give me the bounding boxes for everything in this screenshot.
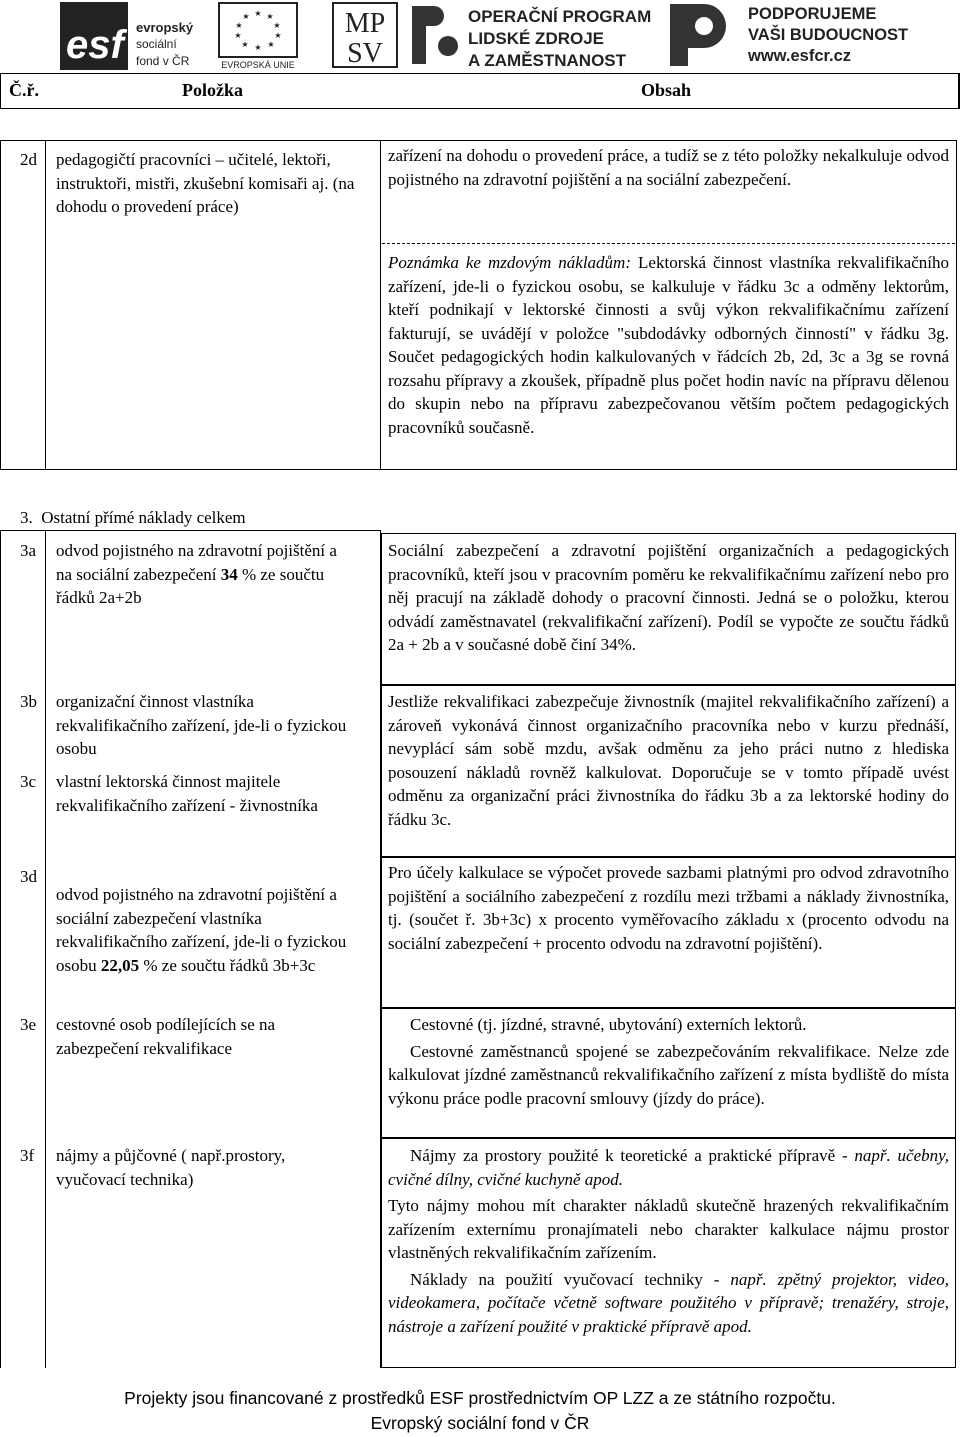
svg-text:★: ★ bbox=[267, 40, 275, 49]
divider bbox=[0, 530, 380, 531]
row-3a-code: 3a bbox=[20, 541, 37, 560]
logo-bar bbox=[0, 0, 960, 75]
divider bbox=[45, 140, 46, 470]
section-3-heading bbox=[20, 506, 246, 530]
row-2d-note bbox=[388, 251, 949, 439]
svg-text:★: ★ bbox=[274, 31, 282, 40]
row-3b-text: Jestliže rekvalifikaci zabezpečuje živnostník (majitel rekvalifikačního zařízení) a zároveň vykonává činnost organizačního pracovníka nebo v kurzu přednáší, nevyplácí sám sobě mzdu, avšak odměnu za jeho práci nutno z hlediska posouzení nákladů rovněž kalkulovat. Doporučuje se v tomto případě uvést odměnu za organizační práci živnostníka do řádku 3b a za lektorské hodiny do řádku 3c. bbox=[388, 692, 949, 829]
section-title: Ostatní přímé náklady celkem bbox=[41, 508, 246, 527]
svg-text:esf: esf bbox=[66, 23, 124, 67]
svg-text:fond v ČR: fond v ČR bbox=[136, 54, 190, 68]
divider bbox=[0, 530, 1, 1368]
row-3f-paragraph-2: Tyto nájmy mohou mít charakter nákladů skutečně hrazených rekvalifikačním zařízením externímu pronajímateli nebo charakter kalkulace nájmu prostor vlastněných rekvalifikačním zařízením. bbox=[388, 1196, 949, 1262]
row-3d-item bbox=[56, 883, 356, 977]
footer-line-1: Projekty jsou financované z prostředků ESF prostřednictvím OP LZZ a ze státního rozpočtu. bbox=[124, 1388, 836, 1408]
paragraph-examples: např. učebny, cvičné dílny, cvičné kuchyně apod. bbox=[388, 1146, 949, 1189]
svg-text:★: ★ bbox=[254, 43, 262, 52]
future-line-2: VAŠI BUDOUCNOST bbox=[748, 26, 909, 44]
divider bbox=[45, 530, 46, 1368]
row-3a-item bbox=[56, 539, 356, 610]
future-line-3: www.esfcr.cz bbox=[748, 47, 852, 65]
row-3e-code: 3e bbox=[20, 1015, 37, 1034]
svg-text:★: ★ bbox=[254, 9, 262, 18]
row-3c-code: 3c bbox=[20, 772, 37, 791]
row-3e-item: cestovné osob podílejících se na zabezpečení rekvalifikace bbox=[56, 1015, 276, 1058]
svg-text:SV: SV bbox=[347, 38, 383, 68]
row-3f-code: 3f bbox=[20, 1146, 35, 1165]
row-2d-item: pedagogičtí pracovníci – učitelé, lektoři, instruktoři, mistři, zkušební komisaři aj. (na dohodu o provedení práce) bbox=[56, 150, 355, 216]
op-line-2: LIDSKÉ ZDROJE bbox=[468, 29, 605, 48]
note-separator bbox=[382, 243, 955, 244]
op-line-1: OPERAČNÍ PROGRAM bbox=[468, 7, 652, 26]
item-text-end: % ze součtu řádků 3b+3c bbox=[139, 955, 316, 975]
mpsv-logo bbox=[332, 2, 398, 68]
svg-text:★: ★ bbox=[273, 21, 281, 30]
row-3f-paragraph-1 bbox=[388, 1144, 949, 1191]
item-text-end: % ze součtu řádků 2a+2b bbox=[56, 564, 325, 607]
header-item: Položka bbox=[182, 80, 243, 100]
row-2d-code: 2d bbox=[20, 150, 37, 169]
section-number: 3. bbox=[20, 508, 33, 527]
page-footer bbox=[0, 1386, 960, 1436]
row-3b-code: 3b bbox=[20, 692, 37, 711]
future-p-icon bbox=[664, 2, 740, 68]
svg-text:★: ★ bbox=[241, 40, 249, 49]
svg-text:evropský: evropský bbox=[136, 20, 194, 35]
row-3c-item: vlastní lektorská činnost majitele rekvalifikačního zařízení - živnostníka bbox=[56, 772, 318, 815]
row-3e-paragraph-1: Cestovné (tj. jízdné, stravné, ubytování) externích lektorů. bbox=[410, 1015, 807, 1034]
svg-text:★: ★ bbox=[234, 31, 242, 40]
future-line-1: PODPORUJEME bbox=[748, 5, 877, 23]
svg-text:★: ★ bbox=[266, 12, 274, 21]
item-text: odvod pojistného na zdravotní pojištění a sociální zabezpečení vlastníka rekvalifikačního zařízení, jde-li o fyzickou osobu bbox=[56, 885, 347, 975]
footer-line-2: Evropský sociální fond v ČR bbox=[370, 1413, 590, 1433]
svg-text:EVROPSKÁ UNIE: EVROPSKÁ UNIE bbox=[221, 60, 295, 70]
svg-text:sociální: sociální bbox=[136, 37, 177, 51]
svg-text:★: ★ bbox=[242, 12, 250, 21]
row-3d-text: Pro účely kalkulace se výpočet provede sazbami platnými pro odvod zdravotního pojištění a sociálního zabezpečení z rozdílu mezi tržbami a náklady živnostníka, tj. (součet ř. 3b+3c) x procento vyměřovacího základu x (procento odvodu na sociální zabezpečení + procento odvodu na zdravotní pojištění). bbox=[388, 863, 949, 953]
svg-text:★: ★ bbox=[235, 21, 243, 30]
paragraph-text: Nájmy za prostory použité k teoretické a praktické přípravě - bbox=[410, 1146, 855, 1165]
note-label: Poznámka ke mzdovým nákladům: bbox=[388, 253, 631, 272]
future-logo bbox=[664, 2, 924, 70]
paragraph-examples: např. zpětný projektor, video, videokamera, počítače včetně software použitého v přípravě; trenažéry, stroje, nástroje a zařízení použité v praktické přípravě apod. bbox=[388, 1269, 949, 1336]
paragraph-text: Náklady na použití vyučovací techniky - bbox=[410, 1269, 731, 1289]
row-2d-text: zařízení na dohodu o provedení práce, a tudíž se z této položky nekalkuluje odvod pojistného na zdravotní pojištění a na sociální zabezpečení. bbox=[388, 146, 949, 189]
op-lzz-logo bbox=[406, 2, 656, 70]
row-3d-code: 3d bbox=[20, 867, 37, 886]
divider bbox=[380, 140, 381, 470]
row-3f-item: nájmy a půjčovné ( např.prostory, vyučovací technika) bbox=[56, 1146, 286, 1189]
svg-text:MP: MP bbox=[344, 8, 386, 39]
eu-flag-logo bbox=[218, 2, 298, 70]
table-header bbox=[0, 73, 960, 109]
op-line-3: A ZAMĚSTNANOST bbox=[468, 51, 627, 70]
note-text: Lektorská činnost vlastníka rekvalifikačního zařízení, jde-li o fyzickou osobu, se kalkuluje v řádku 3c a odměny lektorům, kteří podnikají v lektorské činnosti a svůj výkon rekvalifikačnímu zařízení fakturují, se uvádějí v položce "subdodávky odborných činností" v řádku 3g. Součet pedagogických hodin kalkulovaných v řádcích 2b, 2d, 3c a 3g se rovná rozsahu přípravy a zkoušek, případně plus počet hodin navíc na přípravu dělenou do skupin nebo na přípravu zabezpečovanou větším počtem pedagogických pracovníků současně. bbox=[388, 253, 949, 437]
row-3f-paragraph-3 bbox=[388, 1268, 949, 1339]
row-3f-text bbox=[388, 1144, 949, 1338]
row-3e-text bbox=[388, 1013, 949, 1110]
item-rate: 34 bbox=[220, 564, 238, 584]
row-3e-paragraph-2: Cestovné zaměstnanců spojené se zabezpečováním rekvalifikace. Nelze zde kalkulovat jízdné zaměstnanců rekvalifikačního zařízení z místa bydliště do místa výkonu práce podle pracovní smlouvy (jízdy do práce). bbox=[388, 1041, 949, 1108]
header-content: Obsah bbox=[641, 80, 692, 100]
item-rate: 22,05 bbox=[100, 955, 140, 975]
op-puzzle-icon bbox=[406, 2, 462, 68]
row-3a-text: Sociální zabezpečení a zdravotní pojištění organizačních a pedagogických pracovníků, kteří jsou v pracovním poměru ke rekvalifikačnímu zařízení nebo pro něj pracují na základě dohody o pracovní činnosti. Jedná se o položku, kterou odvádí zaměstnavatel (rekvalifikační zařízení). Podíl se vypočte ze součtu řádků 2a + 2b a v současné době činí 34%. bbox=[388, 541, 949, 654]
header-code: Č.ř. bbox=[9, 80, 39, 100]
row-3b-item: organizační činnost vlastníka rekvalifikačního zařízení, jde-li o fyzickou osobu bbox=[56, 692, 347, 758]
item-text: odvod pojistného na zdravotní pojištění a na sociální zabezpečení bbox=[56, 541, 337, 584]
esf-logo bbox=[60, 2, 200, 70]
